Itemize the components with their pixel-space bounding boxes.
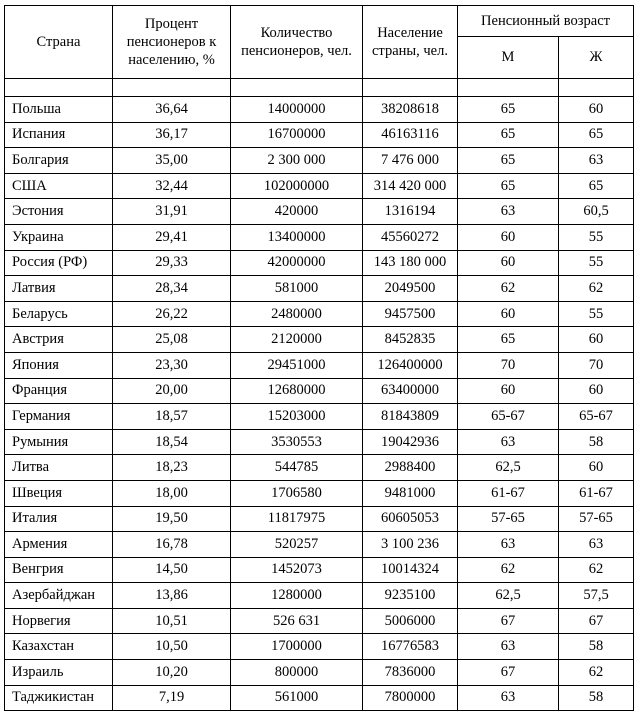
cell-male-age: 62,5 — [458, 455, 559, 481]
cell-country: Япония — [5, 352, 113, 378]
pension-table — [4, 5, 634, 711]
cell-count: 581000 — [231, 276, 363, 302]
table-row — [5, 634, 634, 660]
cell-population: 3 100 236 — [363, 532, 458, 558]
cell-female-age: 61-67 — [559, 480, 634, 506]
cell-percent: 18,54 — [113, 429, 231, 455]
cell-population: 1316194 — [363, 199, 458, 225]
cell-country: Литва — [5, 455, 113, 481]
cell-count: 11817975 — [231, 506, 363, 532]
cell-male-age: 60 — [458, 224, 559, 250]
header-population: Население страны, чел. — [363, 6, 458, 79]
cell-female-age: 57-65 — [559, 506, 634, 532]
table-row — [5, 532, 634, 558]
cell-percent: 10,50 — [113, 634, 231, 660]
cell-male-age: 63 — [458, 199, 559, 225]
table-row — [5, 148, 634, 174]
cell-population: 2988400 — [363, 455, 458, 481]
cell-percent: 7,19 — [113, 685, 231, 711]
cell-male-age: 67 — [458, 660, 559, 686]
cell-count: 561000 — [231, 685, 363, 711]
cell-female-age: 65 — [559, 173, 634, 199]
cell-population: 7 476 000 — [363, 148, 458, 174]
cell-male-age: 67 — [458, 608, 559, 634]
cell-population: 9235100 — [363, 583, 458, 609]
cell-female-age: 58 — [559, 429, 634, 455]
table-row — [5, 480, 634, 506]
cell-count: 1280000 — [231, 583, 363, 609]
cell-country: Армения — [5, 532, 113, 558]
cell-male-age: 61-67 — [458, 480, 559, 506]
cell-female-age: 63 — [559, 532, 634, 558]
cell-male-age: 62,5 — [458, 583, 559, 609]
spacer-row — [5, 79, 634, 97]
cell-female-age: 55 — [559, 224, 634, 250]
cell-female-age: 70 — [559, 352, 634, 378]
cell-population: 63400000 — [363, 378, 458, 404]
cell-count: 1700000 — [231, 634, 363, 660]
cell-female-age: 60 — [559, 97, 634, 123]
header-retirement-age: Пенсионный возраст — [458, 6, 634, 37]
cell-male-age: 63 — [458, 685, 559, 711]
cell-country: Беларусь — [5, 301, 113, 327]
table-row — [5, 122, 634, 148]
cell-count: 800000 — [231, 660, 363, 686]
cell-population: 9457500 — [363, 301, 458, 327]
cell-male-age: 65 — [458, 148, 559, 174]
table-row — [5, 224, 634, 250]
cell-count: 2 300 000 — [231, 148, 363, 174]
cell-percent: 26,22 — [113, 301, 231, 327]
cell-female-age: 58 — [559, 685, 634, 711]
cell-population: 143 180 000 — [363, 250, 458, 276]
cell-count: 16700000 — [231, 122, 363, 148]
cell-count: 102000000 — [231, 173, 363, 199]
table-row — [5, 608, 634, 634]
cell-count: 3530553 — [231, 429, 363, 455]
cell-count: 29451000 — [231, 352, 363, 378]
cell-count: 526 631 — [231, 608, 363, 634]
table-row — [5, 352, 634, 378]
cell-population: 19042936 — [363, 429, 458, 455]
cell-percent: 18,00 — [113, 480, 231, 506]
cell-population: 9481000 — [363, 480, 458, 506]
cell-country: Украина — [5, 224, 113, 250]
cell-percent: 31,91 — [113, 199, 231, 225]
cell-count: 12680000 — [231, 378, 363, 404]
table-row — [5, 455, 634, 481]
cell-female-age: 60 — [559, 378, 634, 404]
header-percent: Процент пенсионеров к населению, % — [113, 6, 231, 79]
cell-count: 544785 — [231, 455, 363, 481]
cell-male-age: 65 — [458, 97, 559, 123]
cell-country: Норвегия — [5, 608, 113, 634]
cell-country: Франция — [5, 378, 113, 404]
cell-percent: 29,33 — [113, 250, 231, 276]
cell-female-age: 65 — [559, 122, 634, 148]
cell-population: 46163116 — [363, 122, 458, 148]
cell-female-age: 60,5 — [559, 199, 634, 225]
cell-male-age: 60 — [458, 378, 559, 404]
table-row — [5, 199, 634, 225]
table-row — [5, 276, 634, 302]
cell-country: Швеция — [5, 480, 113, 506]
cell-female-age: 58 — [559, 634, 634, 660]
cell-male-age: 60 — [458, 250, 559, 276]
cell-country: США — [5, 173, 113, 199]
cell-percent: 28,34 — [113, 276, 231, 302]
cell-male-age: 57-65 — [458, 506, 559, 532]
cell-male-age: 70 — [458, 352, 559, 378]
table-row — [5, 97, 634, 123]
cell-country: Казахстан — [5, 634, 113, 660]
cell-country: Россия (РФ) — [5, 250, 113, 276]
cell-population: 16776583 — [363, 634, 458, 660]
header-female: Ж — [559, 37, 634, 79]
cell-percent: 32,44 — [113, 173, 231, 199]
cell-population: 2049500 — [363, 276, 458, 302]
cell-country: Испания — [5, 122, 113, 148]
table-row — [5, 557, 634, 583]
table-row — [5, 327, 634, 353]
cell-male-age: 63 — [458, 634, 559, 660]
cell-female-age: 60 — [559, 455, 634, 481]
table-row — [5, 660, 634, 686]
cell-percent: 16,78 — [113, 532, 231, 558]
cell-count: 15203000 — [231, 404, 363, 430]
cell-country: Таджикистан — [5, 685, 113, 711]
cell-count: 42000000 — [231, 250, 363, 276]
header-country: Страна — [5, 6, 113, 79]
cell-male-age: 65 — [458, 327, 559, 353]
cell-country: Германия — [5, 404, 113, 430]
cell-female-age: 62 — [559, 557, 634, 583]
table-row — [5, 583, 634, 609]
cell-percent: 13,86 — [113, 583, 231, 609]
cell-country: Италия — [5, 506, 113, 532]
cell-percent: 10,20 — [113, 660, 231, 686]
cell-population: 60605053 — [363, 506, 458, 532]
cell-female-age: 55 — [559, 250, 634, 276]
cell-count: 13400000 — [231, 224, 363, 250]
header-count: Количество пенсионеров, чел. — [231, 6, 363, 79]
cell-population: 7836000 — [363, 660, 458, 686]
table-row — [5, 404, 634, 430]
cell-female-age: 65-67 — [559, 404, 634, 430]
cell-population: 8452835 — [363, 327, 458, 353]
cell-count: 420000 — [231, 199, 363, 225]
cell-count: 2120000 — [231, 327, 363, 353]
cell-percent: 23,30 — [113, 352, 231, 378]
cell-percent: 20,00 — [113, 378, 231, 404]
cell-population: 10014324 — [363, 557, 458, 583]
cell-male-age: 63 — [458, 532, 559, 558]
cell-country: Латвия — [5, 276, 113, 302]
cell-count: 2480000 — [231, 301, 363, 327]
cell-female-age: 63 — [559, 148, 634, 174]
table-row — [5, 685, 634, 711]
cell-country: Румыния — [5, 429, 113, 455]
cell-count: 520257 — [231, 532, 363, 558]
table-row — [5, 506, 634, 532]
cell-count: 1452073 — [231, 557, 363, 583]
cell-male-age: 62 — [458, 276, 559, 302]
cell-country: Эстония — [5, 199, 113, 225]
cell-country: Польша — [5, 97, 113, 123]
cell-percent: 35,00 — [113, 148, 231, 174]
cell-population: 45560272 — [363, 224, 458, 250]
header-male: М — [458, 37, 559, 79]
cell-male-age: 65-67 — [458, 404, 559, 430]
cell-population: 126400000 — [363, 352, 458, 378]
cell-percent: 36,17 — [113, 122, 231, 148]
cell-percent: 18,23 — [113, 455, 231, 481]
table-row — [5, 378, 634, 404]
cell-percent: 19,50 — [113, 506, 231, 532]
cell-count: 14000000 — [231, 97, 363, 123]
table-row — [5, 250, 634, 276]
cell-population: 5006000 — [363, 608, 458, 634]
cell-percent: 25,08 — [113, 327, 231, 353]
table-body — [5, 97, 634, 711]
table-row — [5, 429, 634, 455]
cell-percent: 29,41 — [113, 224, 231, 250]
cell-population: 81843809 — [363, 404, 458, 430]
cell-country: Израиль — [5, 660, 113, 686]
table-row — [5, 173, 634, 199]
cell-count: 1706580 — [231, 480, 363, 506]
cell-male-age: 65 — [458, 173, 559, 199]
cell-percent: 10,51 — [113, 608, 231, 634]
cell-female-age: 55 — [559, 301, 634, 327]
cell-percent: 36,64 — [113, 97, 231, 123]
cell-population: 314 420 000 — [363, 173, 458, 199]
cell-female-age: 57,5 — [559, 583, 634, 609]
cell-female-age: 60 — [559, 327, 634, 353]
table-row — [5, 301, 634, 327]
cell-male-age: 65 — [458, 122, 559, 148]
cell-male-age: 63 — [458, 429, 559, 455]
cell-female-age: 62 — [559, 276, 634, 302]
cell-country: Азербайджан — [5, 583, 113, 609]
cell-population: 38208618 — [363, 97, 458, 123]
cell-country: Австрия — [5, 327, 113, 353]
cell-country: Венгрия — [5, 557, 113, 583]
cell-female-age: 62 — [559, 660, 634, 686]
cell-female-age: 67 — [559, 608, 634, 634]
cell-male-age: 62 — [458, 557, 559, 583]
cell-percent: 18,57 — [113, 404, 231, 430]
cell-population: 7800000 — [363, 685, 458, 711]
cell-percent: 14,50 — [113, 557, 231, 583]
cell-country: Болгария — [5, 148, 113, 174]
cell-male-age: 60 — [458, 301, 559, 327]
